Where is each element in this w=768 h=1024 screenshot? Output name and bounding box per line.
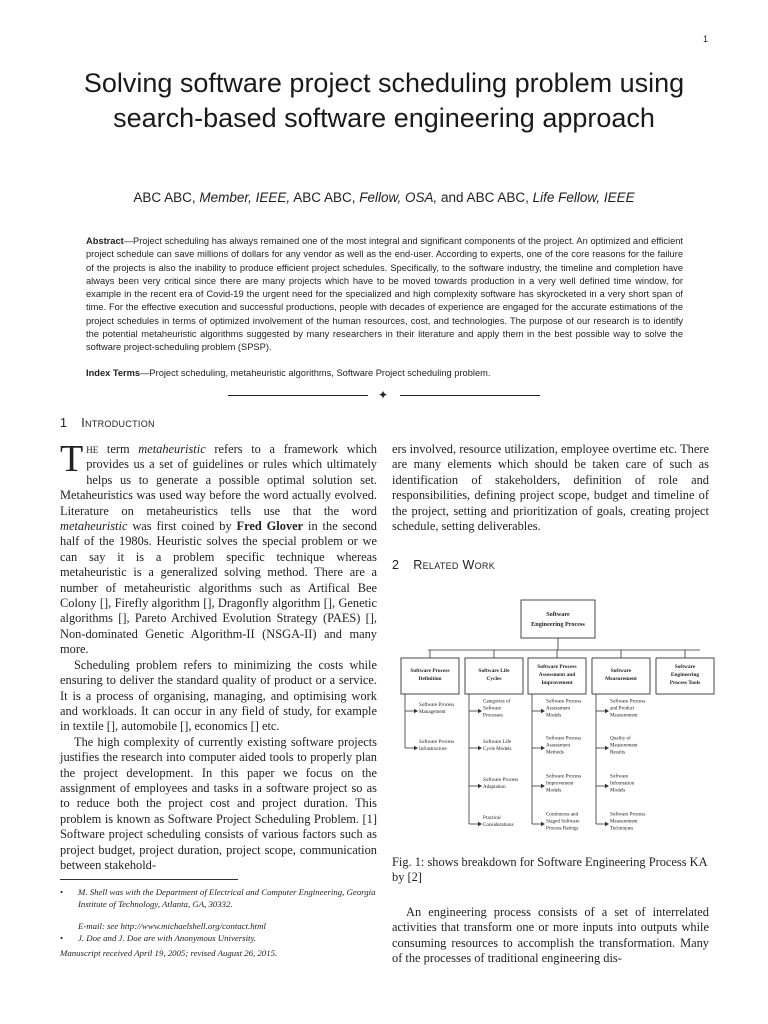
arrow-head <box>541 746 545 750</box>
arrow-head <box>605 822 609 826</box>
drop-cap: T <box>60 438 84 480</box>
author-1-role: Member, IEEE, <box>199 190 291 205</box>
intro-paragraph-3-continued: ers involved, resource utilization, employee overtime etc. There are many elements which should be taken care of such as identification of stakeholders, definition of role and responsibilities, defining project scope, budget and timeline of the project, setting and prioritization of goals, creating project schedule, setting deliverables. <box>392 442 709 534</box>
category-node-label: Software Engineering Process Tools <box>669 664 701 686</box>
paper-title: Solving software project scheduling problem using search-based software engineering approach <box>83 68 685 133</box>
subprocess-label: Practical Considerations <box>483 814 514 829</box>
root-node-box <box>521 600 595 638</box>
left-column <box>60 438 377 873</box>
right-column-bottom <box>392 905 709 967</box>
figure-process-breakdown <box>397 596 715 846</box>
intro-text: term <box>98 442 139 456</box>
author-1: ABC ABC, <box>133 190 196 205</box>
subprocess-label: Software Process Measurement Techniques <box>610 811 646 832</box>
drop-cap-continuation: he <box>86 442 99 456</box>
arrow-head <box>478 822 482 826</box>
subprocess-label: Continuous and Staged Software Process Ratings <box>546 811 580 832</box>
arrow-head <box>605 709 609 713</box>
category-node-label: Software Process Assessment and Improvement <box>537 664 577 686</box>
subprocess-label: Software Life Cycle Models <box>483 738 512 753</box>
section-heading-related-work <box>392 558 495 572</box>
subprocess-label: Software Information Models <box>610 773 635 794</box>
subprocess-label: Software Process Management <box>419 701 455 716</box>
arrow-head <box>478 709 482 713</box>
author-2-role: Fellow, OSA, <box>359 190 438 205</box>
subprocess-label: Software Process Assessment Models <box>546 698 582 719</box>
subprocess-label: Software Process Infrastructure <box>419 738 455 753</box>
author-3-role: Life Fellow, IEEE <box>532 190 635 205</box>
arrow-head <box>605 746 609 750</box>
intro-text: refers to a framework which provides us a set of guidelines or rules which ultimately helps us to generate a possible optimal solution set. Metaheuristics was used way before the word actually evolved. Literature on metaheuristics tells use that the word <box>60 442 377 518</box>
subprocess-label: Software Process Adaptation <box>483 776 519 791</box>
intro-emphasis: metaheuristic <box>138 442 206 456</box>
intro-paragraph-2: Scheduling problem refers to minimizing the costs while ensuring to deliver the standard quality of product or a service. It is a process of organising, managing, and optimising work and workloads. It can occur in any field of study, for example in textile [], automobile [], economics [] etc. <box>60 657 377 734</box>
root-node-label: Software Engineering Process <box>531 611 585 628</box>
arrow-head <box>414 709 418 713</box>
separator-rule-left <box>228 395 368 396</box>
author-line <box>60 190 708 205</box>
manuscript-note: Manuscript received April 19, 2005; revised August 26, 2015. <box>60 948 278 958</box>
footnote-text: M. Shell was with the Department of Electrical and Computer Engineering, Georgia Institute of Technology, Atlanta, GA, 30332. <box>78 887 376 909</box>
intro-emphasis: metaheuristic <box>60 519 128 534</box>
separator-diamond-icon: ✦ <box>378 388 389 402</box>
section-number: 1 <box>60 416 68 430</box>
subprocess-label: Quality of Measurement Results <box>610 735 638 756</box>
category-node-label: Software Measurement <box>605 668 637 682</box>
abstract <box>86 235 683 355</box>
arrow-head <box>541 822 545 826</box>
right-column-top <box>392 442 709 534</box>
process-breakdown-diagram <box>397 596 715 846</box>
section-number: 2 <box>392 558 400 572</box>
footnote-2 <box>60 933 377 945</box>
arrow-head <box>478 746 482 750</box>
section-title: Related Work <box>413 558 496 572</box>
figure-caption: Fig. 1: shows breakdown for Software Engineering Process KA by [2] <box>392 855 707 885</box>
subprocess-label: Software Process and Product Measurement <box>610 698 646 719</box>
category-node-label: Software Life Cycles <box>478 668 510 682</box>
abstract-label: Abstract <box>86 236 124 246</box>
author-2: ABC ABC, <box>293 190 356 205</box>
footnote-email: E-mail: see http://www.michaelshell.org/contact.html <box>78 921 266 931</box>
page-number: 1 <box>702 34 708 44</box>
footnote-bullet: • <box>60 932 64 943</box>
intro-text: in the second half of the 1980s. Heuristic solves the special problem or we can say it is a problem specific technique whereas metaheuristic is a generalized solving method. There are a number of metaheuristic algorithms such as Artifical Bee Colony [], Firefly algorithm [], Dragonfly algorithm [], Genetic algorithms [], Pareto Archived Evolution Strategy (PAES) [], Non-dominated Genetic Algorithm-II (NSGA-II) and many more. <box>60 519 377 657</box>
subprocess-label: Software Process Improvement Models <box>546 773 582 794</box>
index-terms-text: —Project scheduling, metaheuristic algorithms, Software Project scheduling problem. <box>140 368 491 378</box>
index-terms-label: Index Terms <box>86 368 141 378</box>
category-node-label: Software Process Definition <box>410 668 450 682</box>
footnote-1 <box>60 887 377 910</box>
footnote-rule <box>60 879 238 880</box>
arrow-head <box>605 784 609 788</box>
separator-rule-right <box>400 395 540 396</box>
abstract-text: —Project scheduling has always remained one of the most integral and significant components of the project. An optimized and efficient project schedule can save millions of dollars for any vendor as well as the end-user. According to experts, one of the core reasons for the failure of the projects is also the inability to produce efficient project schedules. Specifically, to the software industry, the timeline and completion have always been very critical since there are many projects which have to be moved towards production in a very well defined time window, for example in the recent era of Covid-19 the urgent need for the specialized and high complexity software has skyrocketed in a very short span of time. For the effective execution and successful productions, people with decades of experience are engaged for the accurate estimations of the project schedules in terms of optimized involvement of the human resources, cost, and technologies. The purpose of our research is to identify the potential metaheuristic algorithms suggested by many researchers in their literature and apply them in the best possible way to solve the software project-scheduling problem (SPSP). <box>86 236 683 353</box>
arrow-head <box>541 784 545 788</box>
intro-text: was first coined by <box>127 519 237 534</box>
footnotes <box>60 887 377 960</box>
section-separator <box>228 388 540 402</box>
author-3: and ABC ABC, <box>441 190 529 205</box>
footnote-bullet: • <box>60 887 64 897</box>
footnote-text: J. Doe and J. Doe are with Anonymous University. <box>78 932 257 943</box>
arrow-head <box>414 746 418 750</box>
subprocess-label: Software Process Assessment Methods <box>546 735 582 756</box>
arrow-head <box>541 709 545 713</box>
subprocess-label: Categories of Software Processes <box>483 698 511 719</box>
index-terms <box>86 367 683 380</box>
section-heading-introduction <box>60 416 155 430</box>
intro-paragraph-1 <box>60 438 377 658</box>
intro-bold-name: Fred Glover <box>236 519 304 534</box>
engineering-process-paragraph: An engineering process consists of a set of interrelated activities that transform one or more inputs into outputs while consuming resources to accomplish the transformation. Many of the processes of traditional engineering dis- <box>392 905 709 966</box>
arrow-head <box>478 784 482 788</box>
section-title: Introduction <box>81 416 155 430</box>
intro-paragraph-3: The high complexity of currently existing software projects justifies the research into computer aided tools to properly plan the project development. In this paper we focus on the assignment of employees and tasks in a software project so as to reduce both the project cost and project duration. This problem is known as Software Project Scheduling Problem. [1] Software project scheduling consists of various factors such as project budget, project duration, project scope, communication between stakehold- <box>60 734 377 872</box>
